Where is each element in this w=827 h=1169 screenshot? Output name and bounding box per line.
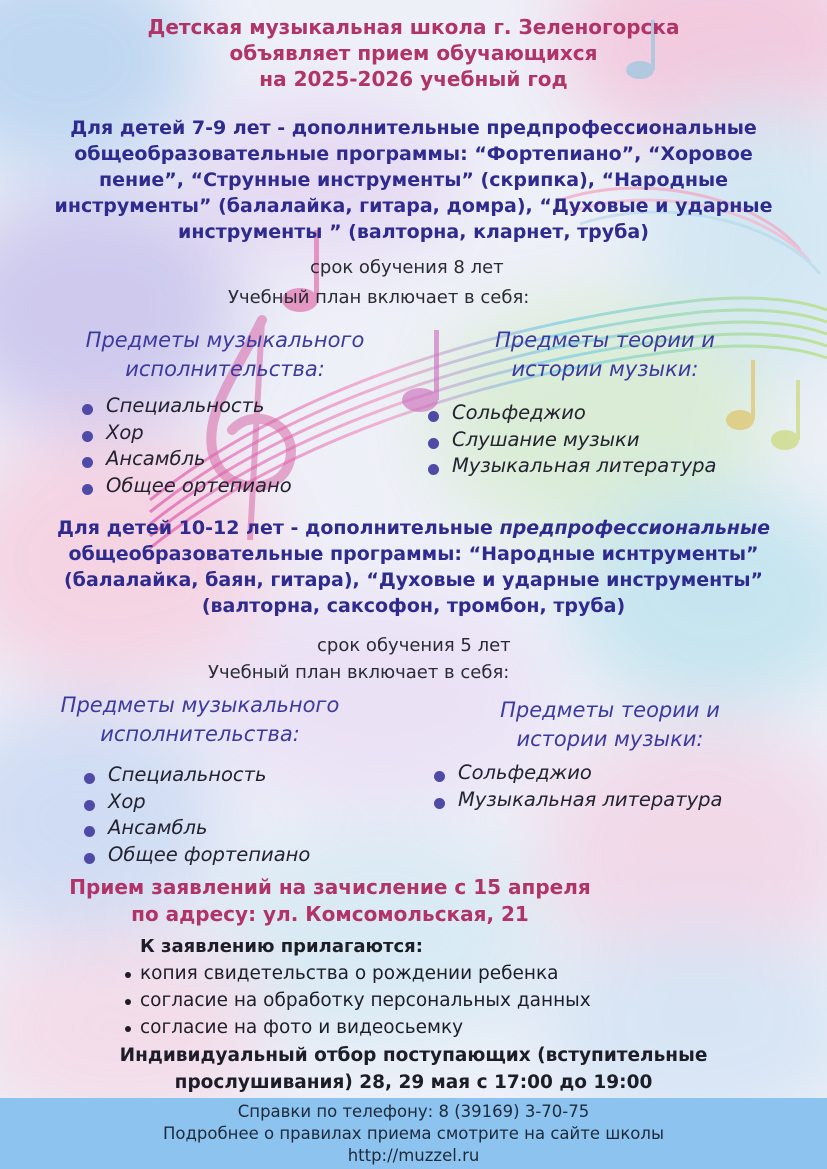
list-item-label: Специальность [108,763,267,786]
program1-line: инструменты ” (валторна, кларнет, труба) [178,221,649,243]
program2-description [10,515,817,619]
list-item [82,815,310,842]
title-line: на 2025-2026 учебный год [259,67,568,91]
list-item [80,393,292,420]
bullet-icon [84,800,95,811]
heading-line: Предметы теории и [495,328,715,352]
program1-description [10,115,817,245]
list-item-label: Музыкальная литература [452,454,717,477]
program2-performance-list [82,762,310,868]
heading-line: Предметы музыкального [85,328,365,352]
list-item [432,787,723,814]
program2-performance-heading [20,691,380,749]
bullet-icon [82,404,93,415]
program2-duration: срок обучения 5 лет [317,635,511,656]
footer-phone: Справки по телефону: 8 (39169) 3-70-75 [237,1102,590,1121]
program1-line: инструменты” (балалайка, гитара, домра), “Духовые и ударные [54,195,773,217]
bullet-icon [434,771,445,782]
program1-plan-label: Учебный план включает в себя: [228,287,530,308]
list-item [426,400,717,427]
selection-line: прослушивания) 28, 29 мая с 17:00 до 19:00 [174,1072,653,1093]
program2-line: общеобразовательные программы: “Народные иснтрументы” [68,543,759,565]
admission-line: Прием заявлений на зачисление с 15 апреля [69,875,591,899]
bullet-icon [428,411,439,422]
bullet-icon [428,464,439,475]
bullet-icon [84,853,95,864]
list-item [82,762,310,789]
list-item-label: Сольфеджио [458,761,592,784]
list-item-label: Общее ортепиано [106,473,292,497]
heading-line: Предметы музыкального [60,693,340,717]
program2-theory-heading [445,696,775,754]
list-item-label: копия свидетельства о рождении ребенка [140,963,559,984]
list-item [82,789,310,816]
bullet-icon [434,798,445,809]
list-item [80,420,292,447]
bullet-icon [82,484,93,495]
bullet-icon [125,999,131,1005]
program1-theory-list [426,400,717,480]
bullet-icon [84,826,95,837]
heading-line: истории музыки: [516,727,704,751]
list-item-label: согласие на обработку персональных данных [140,990,591,1011]
program1-line: пение”, “Струнные инструменты” (скрипка), “Народные [98,169,729,191]
footer-rules: Подробнее о правилах приема смотрите на сайте школы [163,1124,664,1143]
list-item [80,446,292,473]
list-item-label: Общее фортепиано [108,842,311,866]
heading-line: исполнительства: [125,357,325,381]
program2-theory-list [432,760,723,813]
heading-line: исполнительства: [100,722,300,746]
list-item-label: Хор [108,789,146,813]
selection-line: Индивидуальный отбор поступающих (вступительные [119,1045,708,1066]
list-item [432,760,723,787]
title-line: Детская музыкальная школа г. Зеленогорска [147,15,680,39]
page-title [0,14,827,92]
program1-line: Для детей 7-9 лет - дополнительные предпрофессиональные [70,117,757,139]
program2-line-emphasis: предпрофессиональные [499,517,771,539]
attachments-title: К заявлению прилагаются: [140,936,423,957]
program1-line: общеобразовательные программы: “Фортепиано”, “Хоровое [74,143,753,165]
bullet-icon [428,438,439,449]
list-item-label: согласие на фото и видеосьемку [140,1017,464,1038]
program2-line: (валторна, саксофон, тромбон, труба) [201,595,626,617]
heading-line: истории музыки: [511,357,699,381]
list-item-label: Музыкальная литература [458,787,723,811]
list-item-label: Слушание музыки [452,427,640,451]
program2-line [10,515,817,541]
list-item [80,473,292,500]
program2-line-start: Для детей 10-12 лет - дополнительные [56,517,500,539]
list-item [124,987,591,1014]
bullet-icon [125,972,131,978]
selection-notice [0,1042,827,1096]
bullet-icon [125,1026,131,1032]
admission-line: по адресу: ул. Комсомольская, 21 [131,902,529,926]
list-item [426,427,717,454]
program1-performance-list [80,393,292,499]
list-item [124,1014,591,1041]
title-line: объявляет прием обучающихся [229,41,598,65]
admission-notice [0,874,660,928]
list-item-label: Сольфеджио [452,401,586,424]
list-item-label: Специальность [106,394,265,417]
list-item [426,453,717,480]
bullet-icon [84,773,95,784]
list-item-label: Хор [106,420,144,444]
program1-theory-heading [440,326,770,384]
program1-performance-heading [40,326,410,384]
bullet-icon [82,431,93,442]
attachments-list [124,960,591,1041]
list-item-label: Ансамбль [108,816,208,839]
heading-line: Предметы теории и [500,698,720,722]
list-item [82,842,310,869]
program1-duration: срок обучения 8 лет [310,257,504,278]
footer-url-link[interactable]: http://muzzel.ru [347,1146,480,1165]
bullet-icon [82,457,93,468]
contact-footer [0,1098,827,1169]
list-item-label: Ансамбль [106,447,206,470]
program2-plan-label: Учебный план включает в себя: [208,662,510,683]
program2-line: (балалайка, баян, гитара), “Духовые и ударные инструменты” [64,569,763,591]
list-item [124,960,591,987]
